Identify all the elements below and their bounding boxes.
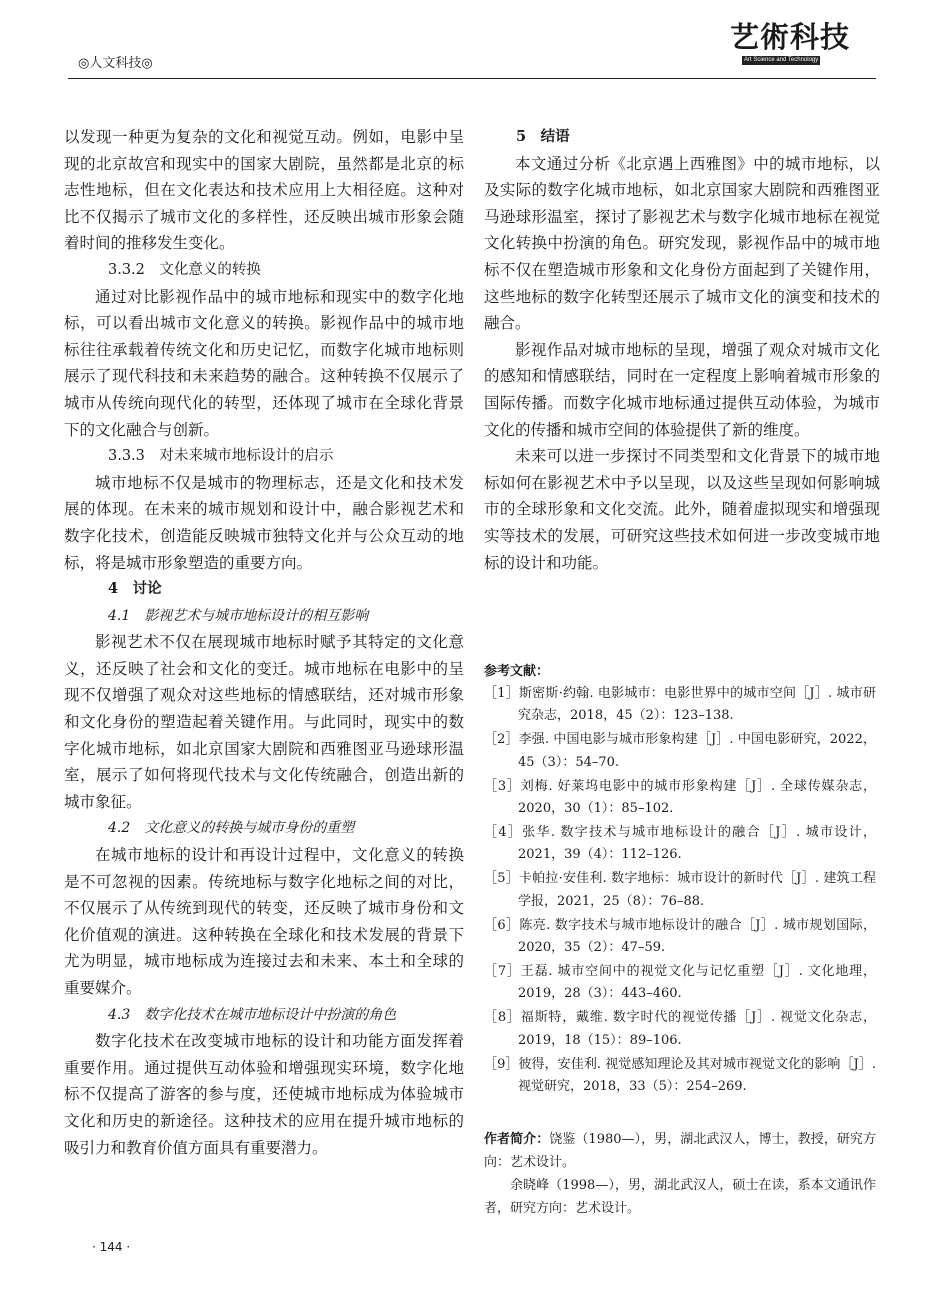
author-1-text: 饶鉴（1980—），男，湖北武汉人，博士，教授，研究方向：艺术设计。 [484, 1132, 876, 1170]
journal-logo-title: 艺術科技 [730, 20, 851, 54]
reference-item: ［6］陈亮. 数字技术与城市地标设计的融合［J］. 城市规划国际，2020，35（2）：47–59. [484, 917, 876, 955]
paragraph: 在城市地标的设计和再设计过程中，文化意义的转换是不可忽视的因素。传统地标与数字化地标之间的对比，不仅展示了从传统到现代的转变，还反映了城市身份和文化价值观的演进。这种转换在全球化和技术发展的背景下尤为明显，城市地标成为连接过去和未来、本土和全球的重要媒介。 [64, 846, 464, 997]
author-info [484, 1128, 876, 1220]
paragraph: 影视艺术不仅在展现城市地标时赋予其特定的文化意义，还反映了社会和文化的变迁。城市地标在电影中的呈现不仅增强了观众对这些地标的情感联结，还对城市形象和文化身份的塑造起着关键作用。与此同时，现实中的数字化城市地标，如北京国家大剧院和西雅图亚马逊球形温室，展示了如何将现代技术与文化传统融合，创造出新的城市象征。 [64, 633, 464, 811]
page-header [0, 0, 950, 80]
section-heading: 3.3.3 对未来城市地标设计的启示 [108, 448, 334, 465]
subsection-heading: 4.3 数字化技术在城市地标设计中扮演的角色 [108, 1006, 397, 1023]
reference-item: ［1］斯密斯·约翰. 电影城市：电影世界中的城市空间［J］. 城市研究杂志，2018，45（2）：123–138. [484, 686, 876, 724]
reference-item: ［2］李强. 中国电影与城市形象构建［J］. 中国电影研究，2022，45（3）：54–70. [484, 732, 876, 770]
section-heading: 5 结语 [516, 128, 570, 145]
page-number: · 144 · [92, 1240, 131, 1254]
journal-logo-subtitle: Art Science and Technology [744, 57, 819, 63]
references-title: 参考文献： [484, 664, 550, 679]
reference-item: ［7］王磊. 城市空间中的视觉文化与记忆重塑［J］. 文化地理，2019，28（3）：443–460. [484, 963, 876, 1002]
left-column [64, 124, 464, 1161]
paragraph: 以发现一种更为复杂的文化和视觉互动。例如，电影中呈现的北京故宫和现实中的国家大剧院，虽然都是北京的标志性地标，但在文化表达和技术应用上大相径庭。这种对比不仅揭示了城市文化的多样性，还反映出城市形象会随着时间的推移发生变化。 [64, 128, 464, 253]
header-rule [68, 78, 876, 79]
journal-logo [728, 18, 851, 74]
reference-item: ［5］卡帕拉·安佳利. 数字地标：城市设计的新时代［J］. 建筑工程学报，2021，25（8）：76–88. [484, 871, 876, 909]
reference-item: ［9］彼得，安佳利. 视觉感知理论及其对城市视觉文化的影响［J］. 视觉研究，2018，33（5）：254–269. [484, 1056, 876, 1094]
subsection-heading: 4.2 文化意义的转换与城市身份的重塑 [108, 820, 355, 837]
paragraph: 通过对比影视作品中的城市地标和现实中的数字化地标，可以看出城市文化意义的转换。影视作品中的城市地标往往承载着传统文化和历史记忆，而数字化城市地标则展示了现代科技和未来趋势的融合。这种转换不仅展示了城市从传统向现代化的转型，还体现了城市在全球化背景下的文化融合与创新。 [64, 287, 464, 439]
paragraph: 未来可以进一步探讨不同类型和文化背景下的城市地标如何在影视艺术中予以呈现，以及这些呈现如何影响城市的全球形象和文化交流。此外，随着虚拟现实和增强现实等技术的发展，可研究这些技术如何进一步改变城市地标的设计和功能。 [484, 447, 880, 572]
section-heading: 4 讨论 [108, 580, 162, 598]
references [484, 661, 876, 1100]
author-1 [484, 1128, 876, 1174]
author-info-label: 作者简介： [484, 1132, 550, 1147]
section-label: ◎人文科技◎ [78, 56, 153, 71]
section-heading: 3.3.2 文化意义的转换 [108, 261, 261, 278]
reference-item: ［4］张华. 数字技术与城市地标设计的融合［J］. 城市设计，2021，39（4）：112–126. [484, 824, 876, 863]
reference-item: ［3］刘梅. 好莱坞电影中的城市形象构建［J］. 全球传媒杂志，2020，30（1）：85–102. [484, 778, 876, 817]
right-column [484, 124, 880, 576]
subsection-heading: 4.1 影视艺术与城市地标设计的相互影响 [108, 607, 369, 624]
paragraph: 城市地标不仅是城市的物理标志，还是文化和技术发展的体现。在未来的城市规划和设计中，融合影视艺术和数字化技术，创造能反映城市独特文化并与公众互动的地标，将是城市形象塑造的重要方向。 [64, 473, 464, 572]
reference-item: ［8］福斯特，戴维. 数字时代的视觉传播［J］. 视觉文化杂志，2019，18（15）：89–106. [484, 1010, 876, 1048]
author-2: 余晓峰（1998—），男，湖北武汉人，硕士在读，系本文通讯作者，研究方向：艺术设计。 [484, 1178, 876, 1216]
paragraph: 数字化技术在改变城市地标的设计和功能方面发挥着重要作用。通过提供互动体验和增强现实环境，数字化地标不仅提高了游客的参与度，还使城市地标成为体验城市文化和历史的新途径。这种技术的应用在提升城市地标的吸引力和教育价值方面具有重要潜力。 [64, 1032, 464, 1157]
paragraph: 本文通过分析《北京遇上西雅图》中的城市地标，以及实际的数字化城市地标，如北京国家大剧院和西雅图亚马逊球形温室，探讨了影视艺术与数字化城市地标在视觉文化转换中扮演的角色。研究发现，影视作品中的城市地标不仅在塑造城市形象和文化身份方面起到了关键作用，这些地标的数字化转型还展示了城市文化的演变和技术的融合。 [484, 154, 880, 333]
paragraph: 影视作品对城市地标的呈现，增强了观众对城市文化的感知和情感联结，同时在一定程度上影响着城市形象的国际传播。而数字化城市地标通过提供互动体验，为城市文化的传播和城市空间的体验提供了新的维度。 [484, 340, 880, 439]
